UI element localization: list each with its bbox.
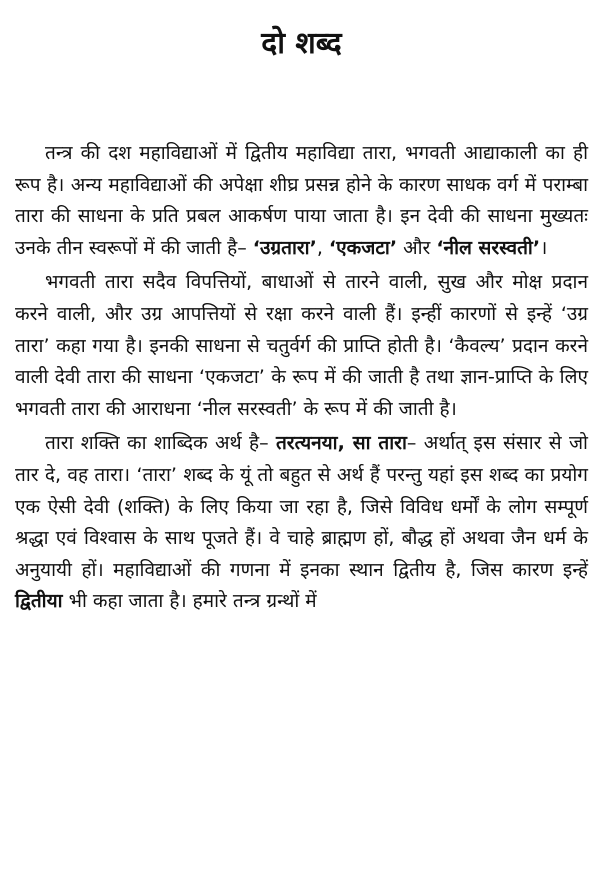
paragraph	[15, 138, 588, 264]
text-segment: और	[397, 236, 437, 259]
bold-term: तरत्यनया, सा तारा	[275, 432, 407, 455]
bold-term: ‘एकजटा’	[328, 236, 398, 259]
page-title: दो शब्द	[261, 26, 342, 61]
text-segment: ,	[316, 236, 329, 259]
text-segment: भी कहा जाता है। हमारे तन्त्र ग्रन्थों में	[62, 590, 317, 613]
text-segment: तारा शक्ति का शाब्दिक अर्थ है–	[45, 432, 276, 455]
bold-term: द्वितीया	[15, 590, 63, 613]
bold-term: ‘उग्रतारा’	[252, 236, 317, 259]
text-segment: भगवती तारा सदैव विपत्तियों, बाधाओं से तारने वाली, सुख और मोक्ष प्रदान करने वाली, और उग्र आपत्तियों से रक्षा करने वाली हैं। इन्हीं कारणों से इन्हें ‘उग्र तारा’ कहा गया है। इनकी साधना से चतुर्वर्ग की प्राप्ति होती है। ‘कैवल्य’ प्रदान करने वाली देवी तारा की साधना ‘एकजटा’ के रूप में की जाती है तथा ज्ञान-प्राप्ति के लिए भगवती तारा की आराधना ‘नील सरस्वती’ के रूप में की जाती है।	[15, 271, 588, 420]
paragraph	[15, 428, 588, 618]
text-segment: ।	[540, 236, 548, 259]
bold-term: ‘नील सरस्वती’	[436, 236, 541, 259]
text-segment: तन्त्र की दश महाविद्याओं में द्वितीय महाविद्या तारा, भगवती आद्याकाली का ही रूप है। अन्य महाविद्याओं की अपेक्षा शीघ्र प्रसन्न होने के कारण साधक वर्ग में पराम्बा तारा की साधना के प्रति प्रबल आकर्षण पाया जाता है। इन देवी की साधना मुख्यतः उनके तीन स्वरूपों में की जाती है–	[15, 142, 588, 259]
body-text	[15, 138, 588, 618]
paragraph	[15, 267, 588, 425]
text-segment: – अर्थात् इस संसार से जो तार दे, वह तारा। ‘तारा’ शब्द के यूं तो बहुत से अर्थ हैं परन्तु यहां इस शब्द का प्रयोग एक ऐसी देवी (शक्ति) के लिए किया जा रहा है, जिसे विविध धर्मों के लोग सम्पूर्ण श्रद्धा एवं विश्वास के साथ पूजते हैं। वे चाहे ब्राह्मण हों, बौद्ध हों अथवा जैन धर्म के अनुयायी हों। महाविद्याओं की गणना में इनका स्थान द्वितीय है, जिस कारण इन्हें	[15, 432, 588, 581]
